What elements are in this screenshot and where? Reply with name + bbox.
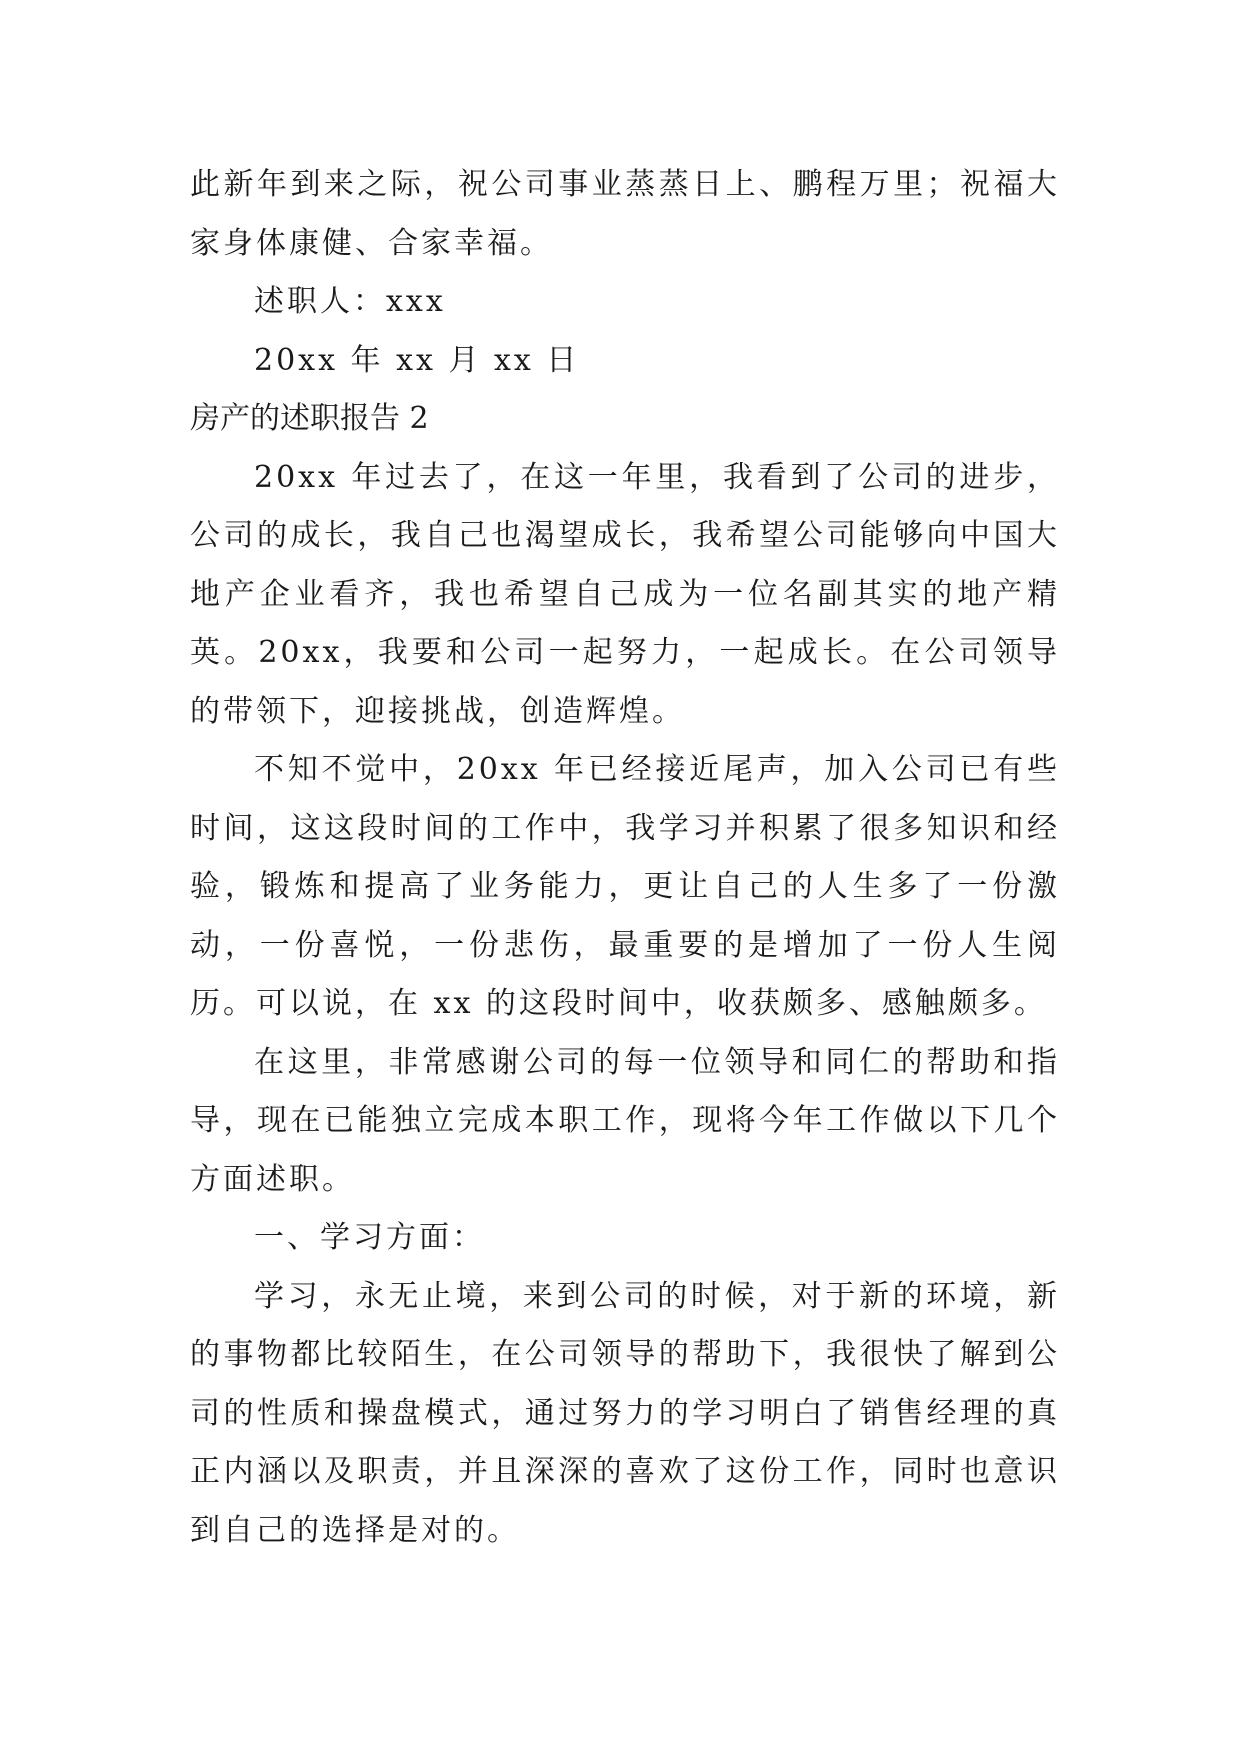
intro-paragraph: 20xx 年过去了，在这一年里，我看到了公司的进步，公司的成长，我自己也渴望成长，我希望公司能够向中国大地产企业看齐，我也希望自己成为一位名副其实的地产精英。20xx，我要和公司一起努力，一起成长。在公司领导的带领下，迎接挑战，创造辉煌。 xyxy=(190,459,1060,729)
signer-line: 述职人：xxx xyxy=(254,284,446,319)
study-paragraph: 学习，永无止境，来到公司的时候，对于新的环境，新的事物都比较陌生，在公司领导的帮助下，我很快了解到公司的性质和操盘模式，通过努力的学习明白了销售经理的真正内涵以及职责，并且深深的喜欢了这份工作，同时也意识到自己的选择是对的。 xyxy=(190,1278,1060,1548)
experience-paragraph: 不知不觉中，20xx 年已经接近尾声，加入公司已有些时间，这这段时间的工作中，我学习并积累了很多知识和经验，锻炼和提高了业务能力，更让自己的人生多了一份激动，一份喜悦，一份悲伤，最重要的是增加了一份人生阅历。可以说，在 xx 的这段时间中，收获颇多、感触颇多。 xyxy=(190,752,1060,1021)
date-line: 20xx 年 xx 月 xx 日 xyxy=(254,342,580,378)
thanks-paragraph: 在这里，非常感谢公司的每一位领导和同仁的帮助和指导，现在已能独立完成本职工作，现将今年工作做以下几个方面述职。 xyxy=(190,1044,1060,1197)
document-body xyxy=(190,156,1060,1560)
closing-paragraph: 此新年到来之际，祝公司事业蒸蒸日上、鹏程万里；祝福大家身体康健、合家幸福。 xyxy=(190,167,1060,261)
section-title: 房产的述职报告 2 xyxy=(190,401,429,436)
subheading-study: 一、学习方面： xyxy=(254,1220,485,1255)
